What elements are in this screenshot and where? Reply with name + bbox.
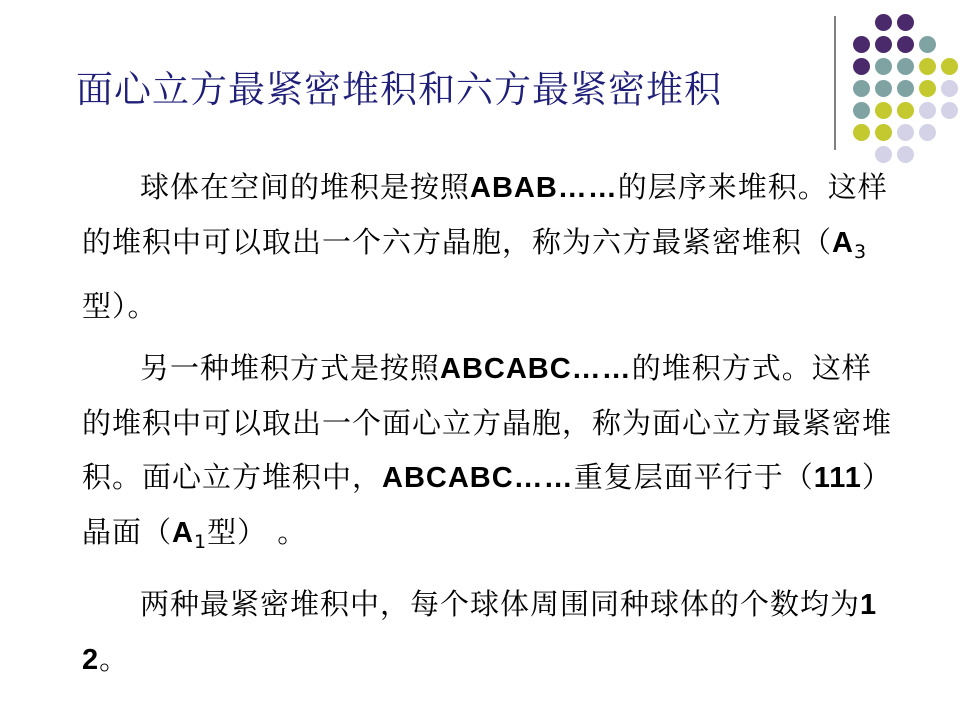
dot-olive xyxy=(941,58,958,75)
sequence-label: ABAB…… xyxy=(470,172,618,204)
dot-lavender xyxy=(919,124,936,141)
text-run: 重复层面平行于（ xyxy=(573,460,814,494)
dot-purple xyxy=(853,58,870,75)
dot-lavender xyxy=(897,146,914,163)
structure-type-subscript: 3 xyxy=(853,241,868,263)
text-run: 球体在空间的堆积是按照 xyxy=(140,170,471,204)
miller-index: 111 xyxy=(813,462,862,494)
dot-olive xyxy=(919,58,936,75)
text-run: 的堆积方式。这样的堆积中可以取出一个面心立方晶胞，称为面心立方最紧密堆积。面心立方堆积中， xyxy=(82,351,893,494)
text-run: 。 xyxy=(99,642,130,676)
dot-lavender xyxy=(941,102,958,119)
dot-lavender xyxy=(897,124,914,141)
dot-purple xyxy=(875,14,892,31)
dot-teal xyxy=(897,58,914,75)
text-run: 两种最紧密堆积中，每个球体周围同种球体的个数均为 xyxy=(140,587,861,621)
dot-olive xyxy=(919,80,936,97)
vertical-divider-line xyxy=(834,16,836,150)
dot-lavender xyxy=(919,102,936,119)
text-run: 另一种堆积方式是按照 xyxy=(140,351,441,385)
dot-purple xyxy=(875,36,892,53)
sequence-label: ABCABC…… xyxy=(382,462,574,494)
dot-teal xyxy=(875,80,892,97)
dot-teal xyxy=(897,80,914,97)
dot-olive xyxy=(897,102,914,119)
dot-olive xyxy=(875,124,892,141)
dot-purple xyxy=(853,36,870,53)
dot-olive xyxy=(853,124,870,141)
dot-teal xyxy=(875,58,892,75)
paragraph-coordination xyxy=(82,577,892,687)
dot-teal xyxy=(919,36,936,53)
dot-lavender xyxy=(941,80,958,97)
dot-teal xyxy=(853,80,870,97)
text-run: 的层序来堆积。这样的堆积中可以取出一个六方晶胞，称为六方最紧密堆积（ xyxy=(82,170,888,259)
dot-teal xyxy=(853,102,870,119)
text-run: 型）。 xyxy=(82,289,158,323)
dot-purple xyxy=(897,36,914,53)
coordination-number: 12 xyxy=(82,589,878,676)
structure-type-subscript: 1 xyxy=(193,531,208,553)
paragraph-fcc xyxy=(82,341,892,569)
text-run: ）晶面（ xyxy=(82,460,892,549)
structure-type-label: A xyxy=(172,517,194,549)
sequence-label: ABCABC…… xyxy=(440,353,632,385)
dot-purple xyxy=(897,14,914,31)
slide-body xyxy=(82,160,892,695)
structure-type-label: A xyxy=(832,227,854,259)
slide-title: 面心立方最紧密堆积和六方最紧密堆积 xyxy=(76,68,722,111)
dot-olive xyxy=(875,102,892,119)
paragraph-hcp xyxy=(82,160,892,333)
decorative-dot-grid xyxy=(848,14,960,154)
text-run: 型） 。 xyxy=(207,515,308,549)
